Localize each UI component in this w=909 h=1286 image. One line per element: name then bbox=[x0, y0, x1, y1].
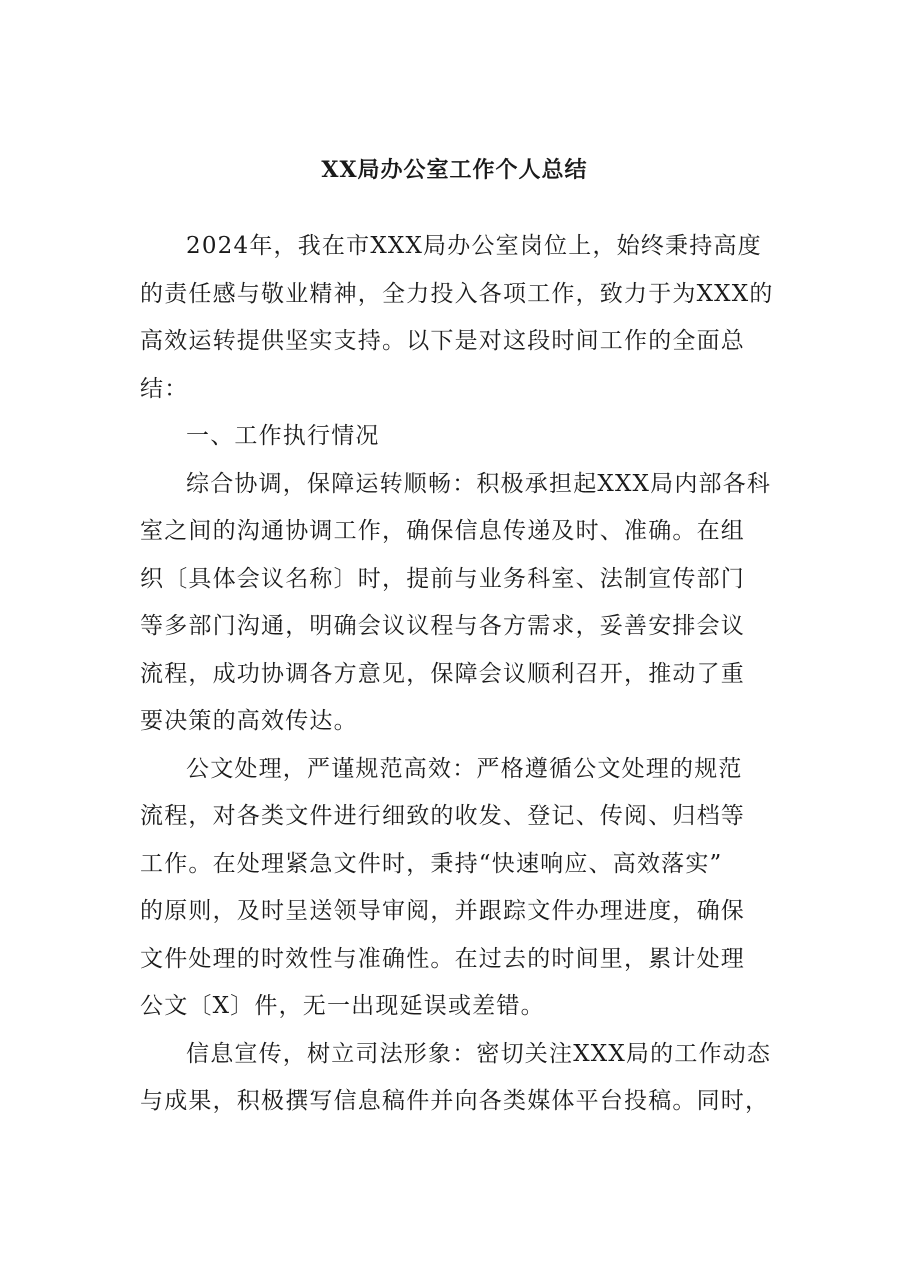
paragraph-line: 综合协调，保障运转顺畅：积极承担起XXX局内部各科 bbox=[186, 470, 772, 497]
paragraph-line: 公文处理，严谨规范高效：严格遵循公文处理的规范 bbox=[186, 755, 743, 782]
paragraph-line: 的原则，及时呈送领导审阅，并跟踪文件办理进度，确保 bbox=[140, 898, 745, 924]
document-body bbox=[140, 223, 780, 1126]
paragraph-line: 高效运转提供坚实支持。以下是对这段时间工作的全面总 bbox=[140, 328, 745, 354]
paragraph-line: 公文〔X〕件，无一出现延误或差错。 bbox=[140, 993, 545, 1019]
paragraph-line: 结： bbox=[140, 375, 189, 402]
paragraph-line: 流程，成功协调各方意见，保障会议顺利召开，推动了重 bbox=[140, 660, 745, 687]
paragraph-line: 要决策的高效传达。 bbox=[140, 708, 358, 734]
paragraph-line: 等多部门沟通，明确会议议程与各方需求，妥善安排会议 bbox=[140, 613, 745, 639]
paragraph-line: 2024年，我在市XXX局办公室岗位上，始终秉持高度 bbox=[186, 233, 762, 259]
paragraph-line: 文件处理的时效性与准确性。在过去的时间里，累计处理 bbox=[140, 945, 745, 972]
document-title: XX局办公室工作个人总结 bbox=[321, 157, 588, 183]
paragraph-line: 室之间的沟通协调工作，确保信息传递及时、准确。在组 bbox=[140, 518, 745, 544]
paragraph-line: 信息宣传，树立司法形象：密切关注XXX局的工作动态 bbox=[186, 1040, 772, 1067]
paragraph-line: 与成果，积极撰写信息稿件并向各类媒体平台投稿。同时， bbox=[140, 1088, 770, 1114]
paragraph-line: 织〔具体会议名称〕时，提前与业务科室、法制宣传部门 bbox=[140, 565, 745, 592]
paragraph-line: 工作。在处理紧急文件时，秉持“快速响应、高效落实” bbox=[140, 850, 723, 877]
paragraph-line: 流程，对各类文件进行细致的收发、登记、传阅、归档等 bbox=[140, 803, 745, 829]
paragraph-line: 的责任感与敬业精神，全力投入各项工作，致力于为XXX的 bbox=[140, 280, 774, 307]
section-heading: 一、工作执行情况 bbox=[186, 423, 380, 449]
